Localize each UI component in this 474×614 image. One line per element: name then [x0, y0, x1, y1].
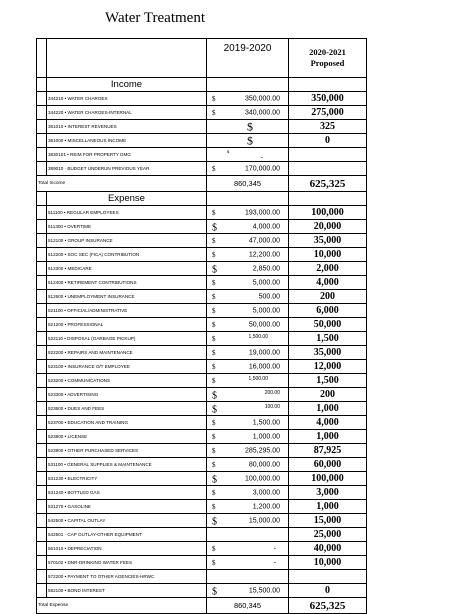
- amount-2019: 12,200.00: [248, 251, 280, 258]
- table-row: [37, 514, 367, 528]
- expense-section-label: Expense: [47, 192, 207, 206]
- dollar-sign: $: [212, 320, 216, 329]
- dollar-sign: $: [212, 586, 217, 598]
- empty-cell: [37, 514, 47, 528]
- budget-table: [36, 38, 367, 614]
- empty-cell: [37, 78, 47, 92]
- proposed-value: 100,000: [289, 206, 367, 220]
- amount-2019: 500.00: [258, 293, 280, 300]
- empty-cell: [37, 162, 47, 176]
- income-total-2019: 860,345: [207, 176, 289, 192]
- amount-2019: 1,500.00: [248, 375, 268, 382]
- amount-2019-cell: [207, 500, 289, 514]
- amount-2019-cell: [207, 318, 289, 332]
- proposed-value: 200: [289, 388, 367, 402]
- dollar-sign: $: [212, 222, 217, 234]
- income-total-row: [37, 176, 367, 192]
- proposed-value: 4,000: [289, 416, 367, 430]
- proposed-value: 35,000: [289, 346, 367, 360]
- amount-2019-cell: [207, 472, 289, 486]
- column-header-2019-2020: 2019-2020: [207, 39, 289, 78]
- dollar-sign: $: [227, 149, 230, 154]
- empty-cell: [37, 402, 47, 416]
- column-header-2020-2021-proposed: [289, 39, 367, 78]
- dollar-sign: $: [212, 502, 216, 511]
- account-name: 381000 • MISCELLANEOUS INCOME: [47, 134, 207, 148]
- amount-2019-cell: [207, 92, 289, 106]
- amount-2019: 1,500.00: [252, 419, 280, 426]
- dollar-sign: $: [212, 250, 216, 259]
- amount-2019-cell: [207, 290, 289, 304]
- table-row: [37, 220, 367, 234]
- amount-2019: 80,000.00: [248, 461, 280, 468]
- account-name: 523200 • COMMUNICATIONS: [47, 374, 207, 388]
- proposed-value: 1,500: [289, 374, 367, 388]
- dollar-sign: $: [247, 119, 253, 133]
- account-name: 542501 · CAP OUTLAY-OTHER EQUIPMENT: [47, 528, 207, 542]
- table-row: [37, 332, 367, 346]
- empty-cell: [37, 262, 47, 276]
- amount-2019-cell: [207, 234, 289, 248]
- page-title: Water Treatment: [104, 10, 206, 26]
- amount-2019: 47,000.00: [248, 237, 280, 244]
- amount-2019-cell: [207, 542, 289, 556]
- amount-2019-cell: [207, 248, 289, 262]
- amount-2019: 4,000.00: [252, 223, 280, 230]
- dollar-sign: $: [212, 208, 216, 217]
- amount-2019: 16,000.00: [248, 363, 280, 370]
- income-total-label: Total Income: [37, 176, 207, 192]
- empty-cell: [37, 472, 47, 486]
- empty-cell: [37, 220, 47, 234]
- table-row: [37, 374, 367, 388]
- empty-cell: [37, 528, 47, 542]
- empty-cell: [37, 192, 47, 206]
- account-name: 389010 · BUDGET UNDERUN PREVIOUS YEAR: [47, 162, 207, 176]
- proposed-value: 350,000: [289, 92, 367, 106]
- table-row: [37, 106, 367, 120]
- account-name: 531100 • GENERAL SUPPLIES & MAINTENANCE: [47, 458, 207, 472]
- amount-2019-cell: [207, 486, 289, 500]
- table-row: [37, 542, 367, 556]
- table-row: [37, 234, 367, 248]
- empty-cell: [37, 360, 47, 374]
- table-row: [37, 416, 367, 430]
- empty-cell: [37, 106, 47, 120]
- account-name: 523700 • EDUCATION AND TRAINING: [47, 416, 207, 430]
- amount-2019-cell: [207, 430, 289, 444]
- table-row: [37, 584, 367, 598]
- empty-cell: [37, 234, 47, 248]
- empty-cell: [289, 192, 367, 206]
- amount-2019-cell: [207, 134, 289, 148]
- proposed-value: 1,000: [289, 402, 367, 416]
- amount-2019-cell: [207, 346, 289, 360]
- account-name: 512100 • GROUP INSURANCE: [47, 234, 207, 248]
- empty-cell: [37, 39, 47, 78]
- amount-2019: 1,500.00: [248, 333, 268, 340]
- amount-2019-cell: [207, 388, 289, 402]
- amount-2019-cell: [207, 304, 289, 318]
- dollar-sign: $: [212, 488, 216, 497]
- account-name: 361010 • INTEREST REVENUES: [47, 120, 207, 134]
- account-name: 3830101 • REIM FOR PROPERTY DMG: [47, 148, 207, 162]
- table-row: [37, 262, 367, 276]
- empty-cell: [37, 332, 47, 346]
- empty-cell: [37, 318, 47, 332]
- proposed-value: 60,000: [289, 458, 367, 472]
- empty-cell: [47, 39, 207, 78]
- empty-cell: [37, 120, 47, 134]
- proposed-value: 1,000: [289, 430, 367, 444]
- proposed-value: 1,000: [289, 500, 367, 514]
- account-name: 523900 • OTHER PURCHASED SERVICES: [47, 444, 207, 458]
- amount-2019: 1,000.00: [252, 433, 280, 440]
- income-total-proposed: 625,325: [289, 176, 367, 192]
- table-row: [37, 444, 367, 458]
- amount-2019-cell: [207, 220, 289, 234]
- amount-2019-cell: [207, 514, 289, 528]
- amount-2019: 100.00: [264, 403, 280, 410]
- proposed-value: 10,000: [289, 248, 367, 262]
- account-name: 531230 • ELECTRICITY: [47, 472, 207, 486]
- income-section-row: [37, 78, 367, 92]
- empty-cell: [207, 78, 289, 92]
- empty-cell: [37, 584, 47, 598]
- table-row: [37, 162, 367, 176]
- dollar-sign: $: [212, 236, 216, 245]
- account-name: 511300 • OVERTIME: [47, 220, 207, 234]
- proposed-cell: [289, 134, 367, 148]
- proposed-value: 1,500: [289, 332, 367, 346]
- column-header-text: 2020-2021 Proposed: [309, 47, 346, 68]
- amount-2019: -: [261, 155, 263, 162]
- dollar-sign: $: [212, 418, 216, 427]
- empty-cell: [37, 542, 47, 556]
- proposed-value: 2,000: [289, 262, 367, 276]
- amount-2019: 193,000.00: [244, 209, 280, 216]
- dollar-sign: $: [212, 278, 216, 287]
- table-row: [37, 148, 367, 162]
- empty-cell: [37, 374, 47, 388]
- expense-section-row: [37, 192, 367, 206]
- empty-cell: [37, 304, 47, 318]
- dollar-sign: $: [212, 108, 216, 117]
- empty-cell: [37, 570, 47, 584]
- table-row: [37, 430, 367, 444]
- account-name: 344220 • WATER CHARGES-INTERNAL: [47, 106, 207, 120]
- account-name: 582100 • BOND INTEREST: [47, 584, 207, 598]
- table-row: [37, 248, 367, 262]
- account-name: 523800 • LICENSE: [47, 430, 207, 444]
- amount-2019: 5,000.00: [252, 307, 280, 314]
- dollar-sign: $: [212, 164, 216, 173]
- account-name: 531240 • BOTTLED GAS: [47, 486, 207, 500]
- proposed-value: 10,000: [289, 556, 367, 570]
- account-name: 344210 • WATER CHARGES: [47, 92, 207, 106]
- amount-2019-cell: [207, 332, 289, 346]
- table-row: [37, 500, 367, 514]
- proposed-cell: [289, 120, 367, 134]
- table-row: [37, 528, 367, 542]
- table-row: [37, 360, 367, 374]
- empty-cell: [37, 458, 47, 472]
- empty-cell: [37, 134, 47, 148]
- empty-cell: [37, 206, 47, 220]
- proposed-value: [289, 148, 367, 162]
- proposed-value: 25,000: [289, 528, 367, 542]
- account-name: 572200 • PAYMENT TO OTHER AGENCIES-HRWC: [47, 570, 207, 584]
- amount-2019-cell: [207, 148, 289, 162]
- empty-cell: [37, 148, 47, 162]
- amount-2019: 2,850.00: [252, 265, 280, 272]
- amount-2019-cell: [207, 458, 289, 472]
- proposed-value: 100,000: [289, 472, 367, 486]
- dollar-sign: $: [212, 446, 216, 455]
- amount-2019: 350,000.00: [244, 95, 280, 102]
- table-row: [37, 402, 367, 416]
- amount-2019: 200.00: [264, 389, 280, 396]
- amount-2019: 15,500.00: [248, 587, 280, 594]
- table-row: [37, 120, 367, 134]
- dollar-sign: $: [212, 390, 217, 402]
- amount-2019-cell: [207, 106, 289, 120]
- proposed-value: 325: [320, 121, 335, 132]
- amount-2019-cell: [207, 444, 289, 458]
- empty-cell: [37, 346, 47, 360]
- dollar-sign: $: [212, 348, 216, 357]
- dollar-sign: $: [212, 544, 216, 553]
- amount-2019-cell: [207, 276, 289, 290]
- dollar-sign: $: [212, 264, 217, 276]
- empty-cell: [37, 92, 47, 106]
- amount-2019: 5,000.00: [252, 279, 280, 286]
- dollar-sign: $: [212, 558, 216, 567]
- dollar-sign: $: [212, 460, 216, 469]
- proposed-value: 50,000: [289, 318, 367, 332]
- proposed-value: [289, 162, 367, 176]
- header-row: [37, 39, 367, 78]
- empty-cell: [37, 430, 47, 444]
- empty-cell: [37, 276, 47, 290]
- proposed-value: 15,000: [289, 514, 367, 528]
- proposed-value: 35,000: [289, 234, 367, 248]
- account-name: 523600 • DUES AND FEES: [47, 402, 207, 416]
- proposed-value: 200: [289, 290, 367, 304]
- table-row: [37, 92, 367, 106]
- amount-2019-cell: [207, 528, 289, 542]
- proposed-value: 4,000: [289, 276, 367, 290]
- amount-2019-cell: [207, 570, 289, 584]
- empty-cell: [37, 248, 47, 262]
- expense-total-row: [37, 598, 367, 614]
- amount-2019: 285,295.00: [244, 447, 280, 454]
- account-name: 542500 • CAPITAL OUTLAY: [47, 514, 207, 528]
- amount-2019: 15,000.00: [248, 517, 280, 524]
- table-row: [37, 304, 367, 318]
- table-row: [37, 318, 367, 332]
- dollar-sign: $: [212, 474, 217, 486]
- account-name: 521200 • PROFESSIONAL: [47, 318, 207, 332]
- proposed-value: [289, 570, 367, 584]
- amount-2019-cell: [207, 584, 289, 598]
- table-row: [37, 206, 367, 220]
- dollar-sign: $: [212, 292, 216, 301]
- dollar-sign: $: [212, 432, 216, 441]
- empty-cell: [37, 290, 47, 304]
- proposed-value: 87,925: [289, 444, 367, 458]
- amount-2019: 340,000.00: [244, 109, 280, 116]
- account-name: 570102 • DNR-DRINKING WATER FEES: [47, 556, 207, 570]
- empty-cell: [37, 556, 47, 570]
- empty-cell: [37, 444, 47, 458]
- amount-2019: 100,000.00: [244, 475, 280, 482]
- dollar-sign: $: [212, 94, 216, 103]
- account-name: 512600 • UNEMPLOYMENT INSURANCE: [47, 290, 207, 304]
- amount-2019: 3,000.00: [252, 489, 280, 496]
- table-row: [37, 290, 367, 304]
- amount-2019: 1,200.00: [252, 503, 280, 510]
- empty-cell: [37, 486, 47, 500]
- account-name: 521100 • OFFICIAL/ADMINISTRATIVE: [47, 304, 207, 318]
- amount-2019-cell: [207, 120, 289, 134]
- account-name: 522200 • REPAIRS AND MAINTENANCE: [47, 346, 207, 360]
- account-name: 522110 • DISPOSAL (GARBAGE PICKUP): [47, 332, 207, 346]
- amount-2019-cell: [207, 402, 289, 416]
- empty-cell: [207, 192, 289, 206]
- table-row: [37, 556, 367, 570]
- table-row: [37, 570, 367, 584]
- amount-2019: 50,000.00: [248, 321, 280, 328]
- table-row: [37, 458, 367, 472]
- table-row: [37, 276, 367, 290]
- proposed-value: 40,000: [289, 542, 367, 556]
- dollar-sign: $: [212, 362, 216, 371]
- expense-total-2019: 860,345: [207, 598, 289, 614]
- amount-2019-cell: [207, 360, 289, 374]
- table-row: [37, 388, 367, 402]
- amount-2019: -: [273, 545, 276, 552]
- account-name: 512300 • MEDICARE: [47, 262, 207, 276]
- dollar-sign: $: [212, 516, 217, 528]
- table-row: [37, 134, 367, 148]
- expense-total-proposed: 625,325: [289, 598, 367, 614]
- empty-cell: [37, 416, 47, 430]
- proposed-value: 12,000: [289, 360, 367, 374]
- amount-2019-cell: [207, 556, 289, 570]
- amount-2019-cell: [207, 206, 289, 220]
- amount-2019-cell: [207, 374, 289, 388]
- proposed-value: 20,000: [289, 220, 367, 234]
- income-section-label: Income: [47, 78, 207, 92]
- account-name: 523300 • ADVERTISING: [47, 388, 207, 402]
- amount-2019: 19,000.00: [248, 349, 280, 356]
- account-name: 511100 • REGULAR EMPLOYEES: [47, 206, 207, 220]
- amount-2019: -: [273, 559, 276, 566]
- dollar-sign: $: [212, 376, 216, 385]
- table-row: [37, 486, 367, 500]
- proposed-value: 0: [289, 584, 367, 598]
- empty-cell: [37, 500, 47, 514]
- amount-2019-cell: [207, 162, 289, 176]
- dollar-sign: $: [212, 404, 217, 416]
- account-name: 523100 • INSURANCE O/T EMPLOYEE: [47, 360, 207, 374]
- account-name: 512400 • RETIREMENT CONTRIBUTIONS: [47, 276, 207, 290]
- table-row: [37, 346, 367, 360]
- dollar-sign: $: [212, 306, 216, 315]
- empty-cell: [289, 78, 367, 92]
- proposed-value: 0: [325, 135, 330, 146]
- dollar-sign: $: [247, 133, 253, 147]
- dollar-sign: $: [212, 334, 216, 343]
- proposed-value: 275,000: [289, 106, 367, 120]
- account-name: 531270 • GASOLINE: [47, 500, 207, 514]
- expense-total-label: Total Expense: [37, 598, 207, 614]
- amount-2019-cell: [207, 262, 289, 276]
- account-name: 561010 • DEPRECIATION: [47, 542, 207, 556]
- empty-cell: [37, 388, 47, 402]
- proposed-value: 6,000: [289, 304, 367, 318]
- amount-2019: 170,000.00: [244, 165, 280, 172]
- proposed-value: 3,000: [289, 486, 367, 500]
- table-row: [37, 472, 367, 486]
- account-name: 512200 • SOC SEC (FICA) CONTRIBUTION: [47, 248, 207, 262]
- amount-2019-cell: [207, 416, 289, 430]
